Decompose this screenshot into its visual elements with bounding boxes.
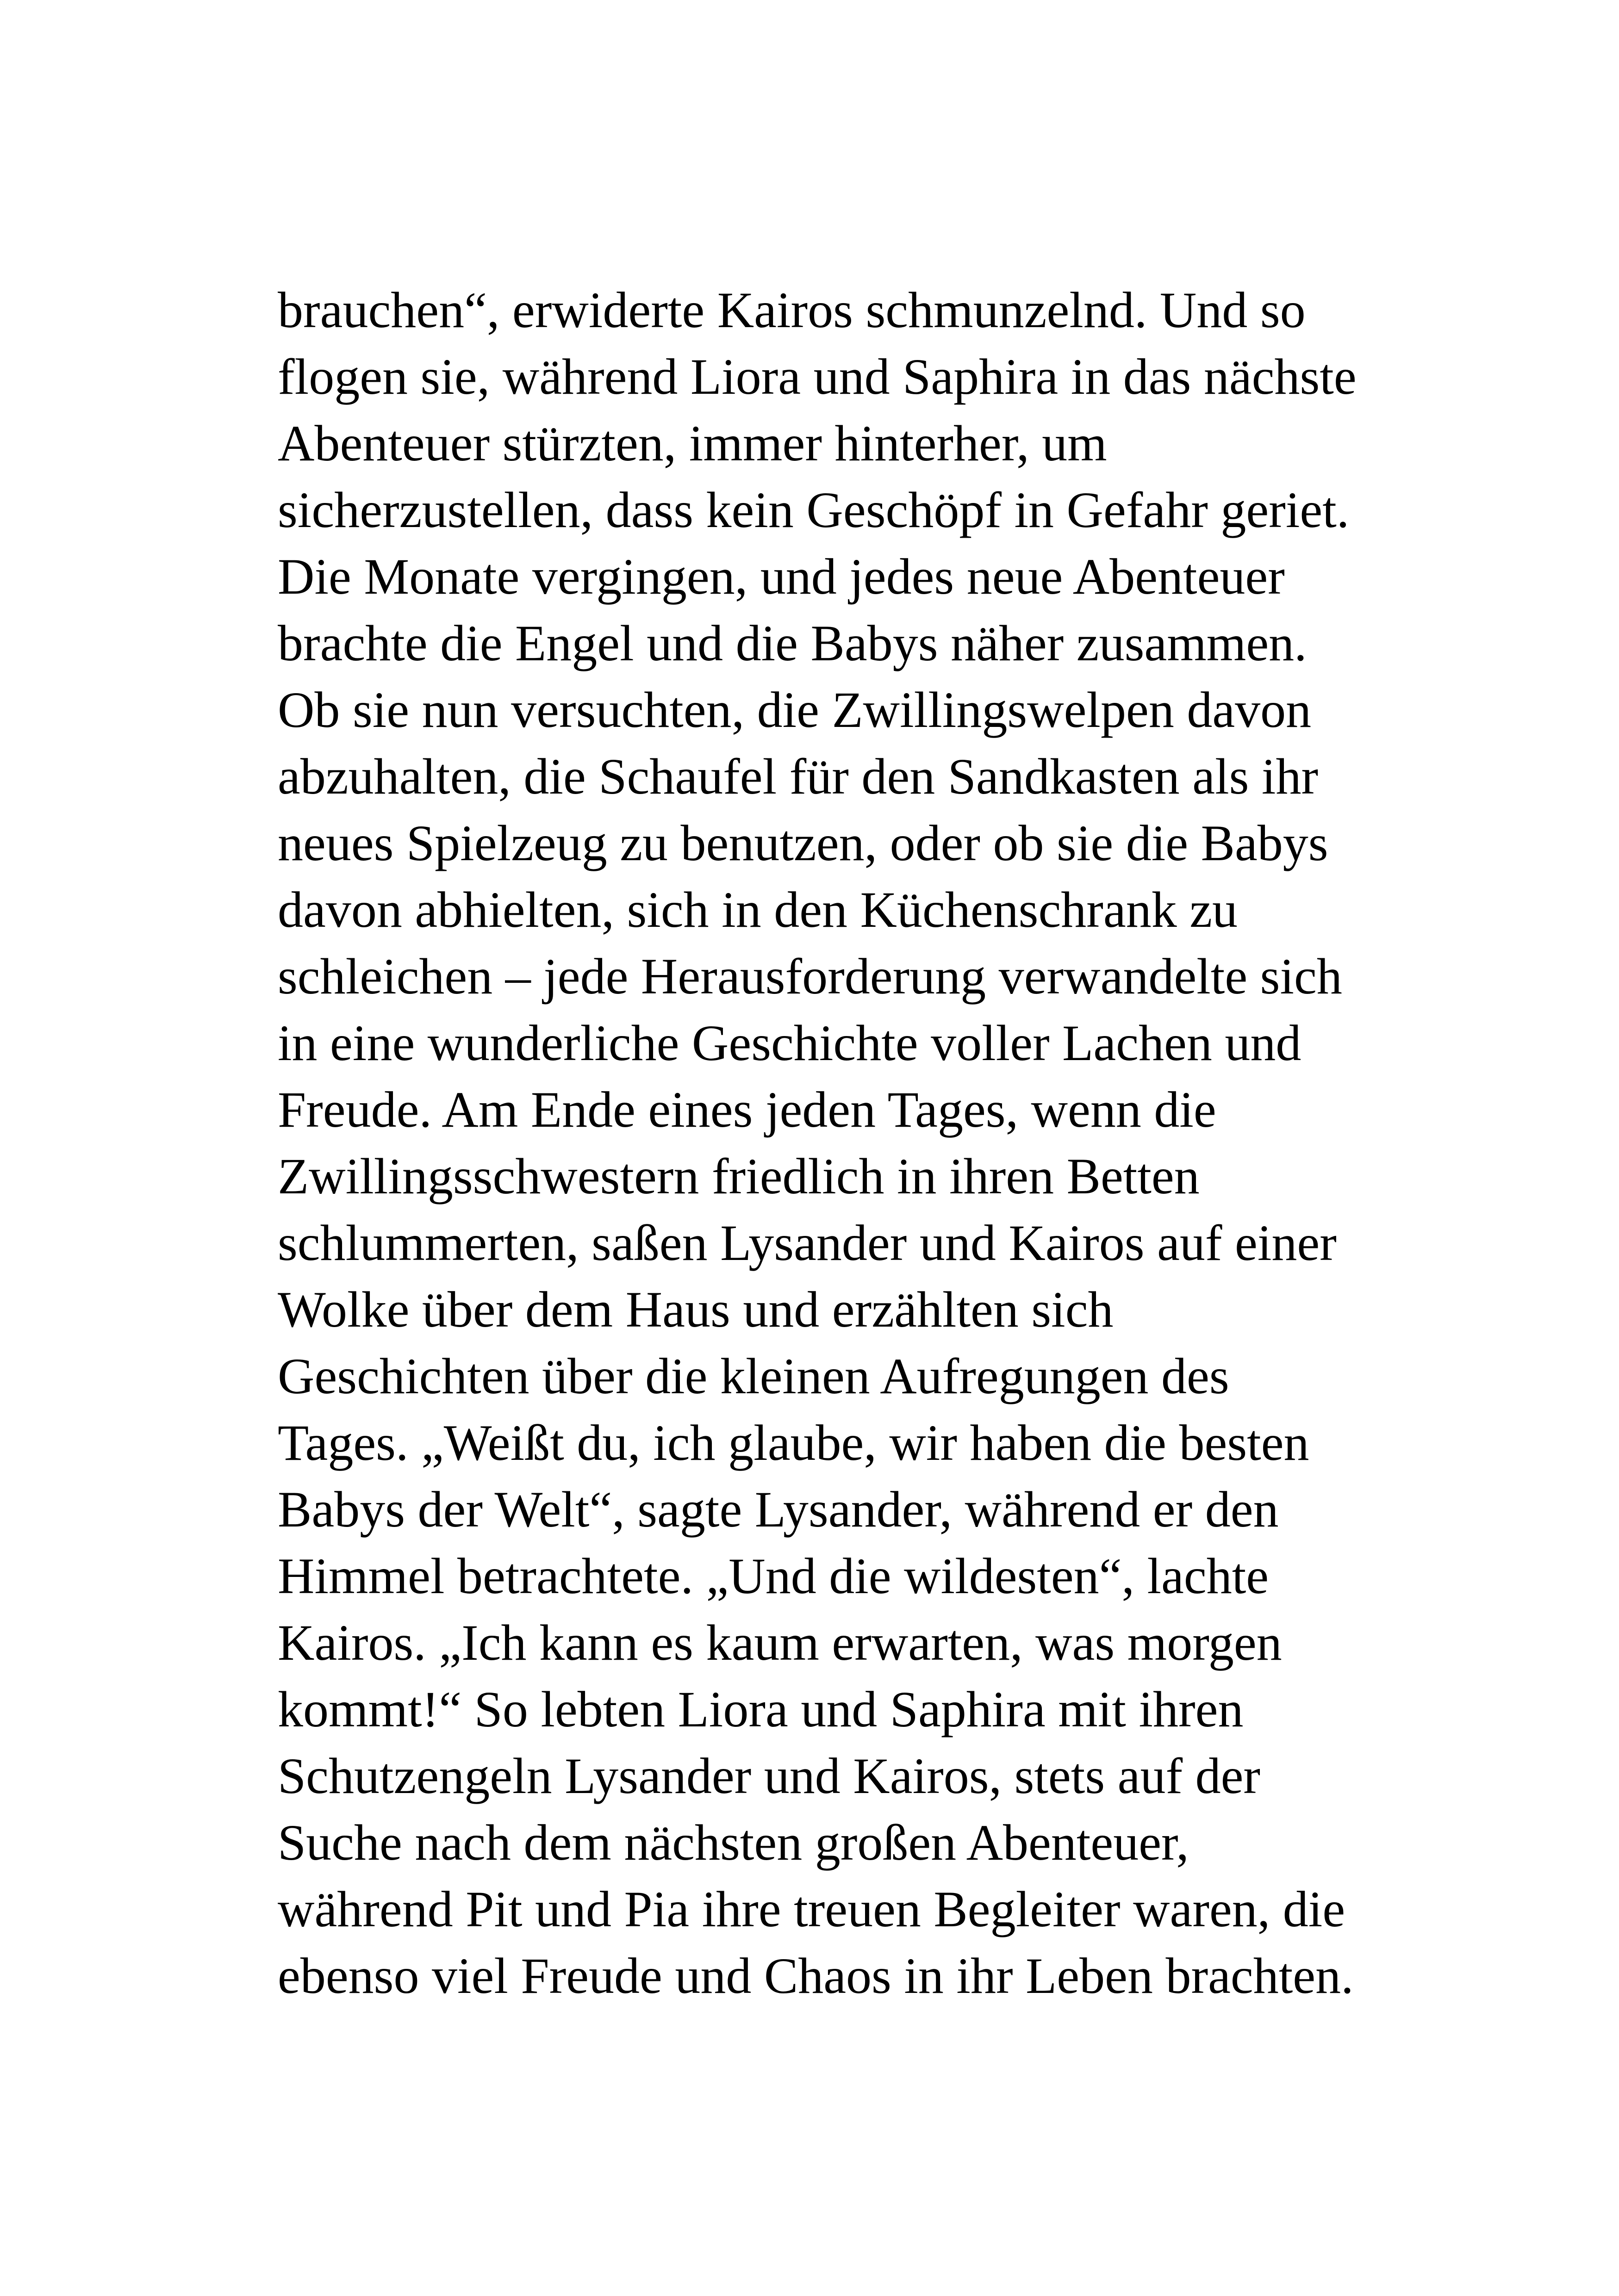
text-line-10: davon abhielten, sich in den Küchenschrank zu	[278, 881, 1238, 938]
body-text	[278, 277, 1398, 2009]
text-line-17: Geschichten über die kleinen Aufregungen des	[278, 1348, 1229, 1404]
text-line-18: Tages. „Weißt du, ich glaube, wir haben die besten	[278, 1415, 1309, 1471]
text-line-12: in eine wunderliche Geschichte voller Lachen und	[278, 1015, 1301, 1071]
text-line-5: Die Monate vergingen, und jedes neue Abenteuer	[278, 548, 1285, 605]
text-line-7: Ob sie nun versuchten, die Zwillingswelpen davon	[278, 682, 1312, 738]
text-line-26: ebenso viel Freude und Chaos in ihr Leben brachten.	[278, 1948, 1354, 2004]
text-line-6: brachte die Engel und die Babys näher zusammen.	[278, 615, 1307, 671]
text-line-4: sicherzustellen, dass kein Geschöpf in Gefahr geriet.	[278, 482, 1350, 538]
text-line-8: abzuhalten, die Schaufel für den Sandkasten als ihr	[278, 748, 1319, 805]
text-line-15: schlummerten, saßen Lysander und Kairos auf einer	[278, 1215, 1337, 1271]
text-line-2: flogen sie, während Liora und Saphira in das nächste	[278, 348, 1357, 405]
text-line-11: schleichen – jede Herausforderung verwandelte sich	[278, 948, 1342, 1005]
text-line-20: Himmel betrachtete. „Und die wildesten“, lachte	[278, 1548, 1269, 1604]
text-line-9: neues Spielzeug zu benutzen, oder ob sie die Babys	[278, 815, 1328, 871]
text-line-25: während Pit und Pia ihre treuen Begleiter waren, die	[278, 1881, 1345, 1937]
text-line-22: kommt!“ So lebten Liora und Saphira mit ihren	[278, 1681, 1244, 1738]
text-line-21: Kairos. „Ich kann es kaum erwarten, was morgen	[278, 1614, 1282, 1671]
text-line-1: brauchen“, erwiderte Kairos schmunzelnd. Und so	[278, 282, 1306, 338]
text-line-3: Abenteuer stürzten, immer hinterher, um	[278, 415, 1107, 472]
text-line-23: Schutzengeln Lysander und Kairos, stets auf der	[278, 1748, 1261, 1804]
text-line-13: Freude. Am Ende eines jeden Tages, wenn die	[278, 1081, 1216, 1138]
text-line-14: Zwillingsschwestern friedlich in ihren Betten	[278, 1148, 1200, 1204]
text-line-19: Babys der Welt“, sagte Lysander, während er den	[278, 1481, 1279, 1538]
text-line-16: Wolke über dem Haus und erzählten sich	[278, 1281, 1114, 1338]
text-line-24: Suche nach dem nächsten großen Abenteuer,	[278, 1814, 1189, 1871]
